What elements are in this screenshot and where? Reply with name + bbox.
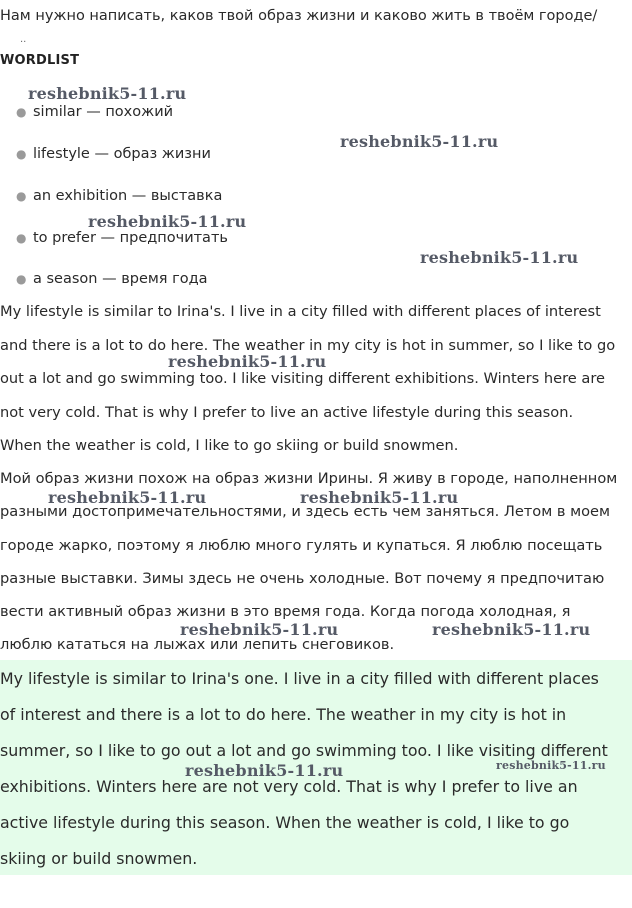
answer-line: My lifestyle is similar to Irina's one. I live in a city filled with different places	[0, 669, 599, 688]
bullet-icon: ●	[16, 189, 27, 203]
watermark: reshebnik5-11.ru	[185, 761, 344, 780]
wordlist-item-text: an exhibition — выставка	[33, 188, 223, 204]
russian-line: Мой образ жизни похож на образ жизни Ирины. Я живу в городе, наполненном	[0, 470, 618, 487]
wordlist-item	[16, 271, 208, 287]
russian-line: разные выставки. Зимы здесь не очень холодные. Вот почему я предпочитаю	[0, 570, 605, 587]
english-line: out a lot and go swimming too. I like visiting different exhibitions. Winters here are	[0, 370, 606, 387]
russian-line: разными достопримечательностями, и здесь есть чем заняться. Летом в моем	[0, 503, 611, 520]
watermark: reshebnik5-11.ru	[340, 132, 499, 151]
answer-line: summer, so I like to go out a lot and go swimming too. I like visiting different	[0, 741, 608, 760]
wordlist-item-text: similar — похожий	[33, 104, 174, 120]
english-line: When the weather is cold, I like to go skiing or build snowmen.	[0, 437, 459, 454]
answer-line: active lifestyle during this season. When the weather is cold, I like to go	[0, 813, 570, 832]
wordlist-item	[16, 230, 228, 246]
wordlist-item	[16, 188, 222, 204]
watermark: reshebnik5-11.ru	[180, 620, 339, 639]
watermark: reshebnik5-11.ru	[432, 620, 591, 639]
watermark: reshebnik5-11.ru	[28, 84, 187, 103]
watermark: reshebnik5-11.ru	[420, 248, 579, 267]
russian-line: городе жарко, поэтому я люблю много гулять и купаться. Я люблю посещать	[0, 537, 603, 554]
watermark: reshebnik5-11.ru	[88, 212, 247, 231]
watermark: reshebnik5-11.ru	[496, 759, 606, 772]
english-line: My lifestyle is similar to Irina's. I live in a city filled with different places of interest	[0, 303, 601, 320]
watermark: reshebnik5-11.ru	[300, 488, 459, 507]
answer-line: skiing or build snowmen.	[0, 849, 198, 868]
wordlist-item	[16, 146, 211, 162]
wordlist-item-text: to prefer — предпочитать	[33, 230, 228, 246]
bullet-icon: ●	[16, 147, 27, 161]
bullet-icon: ●	[16, 272, 27, 286]
russian-line: люблю кататься на лыжах или лепить снеговиков.	[0, 636, 395, 653]
watermark: reshebnik5-11.ru	[168, 352, 327, 371]
english-line: not very cold. That is why I prefer to live an active lifestyle during this season.	[0, 404, 574, 421]
wordlist-title: WORDLIST	[0, 53, 80, 68]
task-text: Нам нужно написать, каков твой образ жизни и каково жить в твоём городе/	[0, 8, 598, 24]
bullet-icon: ●	[16, 231, 27, 245]
watermark: reshebnik5-11.ru	[48, 488, 207, 507]
russian-line: вести активный образ жизни в это время года. Когда погода холодная, я	[0, 603, 571, 620]
wordlist-item	[16, 104, 173, 120]
answer-line: exhibitions. Winters here are not very cold. That is why I prefer to live an	[0, 777, 578, 796]
task-mark: ..	[20, 34, 27, 45]
bullet-icon: ●	[16, 105, 27, 119]
english-line: and there is a lot to do here. The weather in my city is hot in summer, so I like to go	[0, 337, 616, 354]
wordlist-item-text: lifestyle — образ жизни	[33, 146, 211, 162]
wordlist-item-text: a season — время года	[33, 271, 208, 287]
answer-line: of interest and there is a lot to do here. The weather in my city is hot in	[0, 705, 567, 724]
